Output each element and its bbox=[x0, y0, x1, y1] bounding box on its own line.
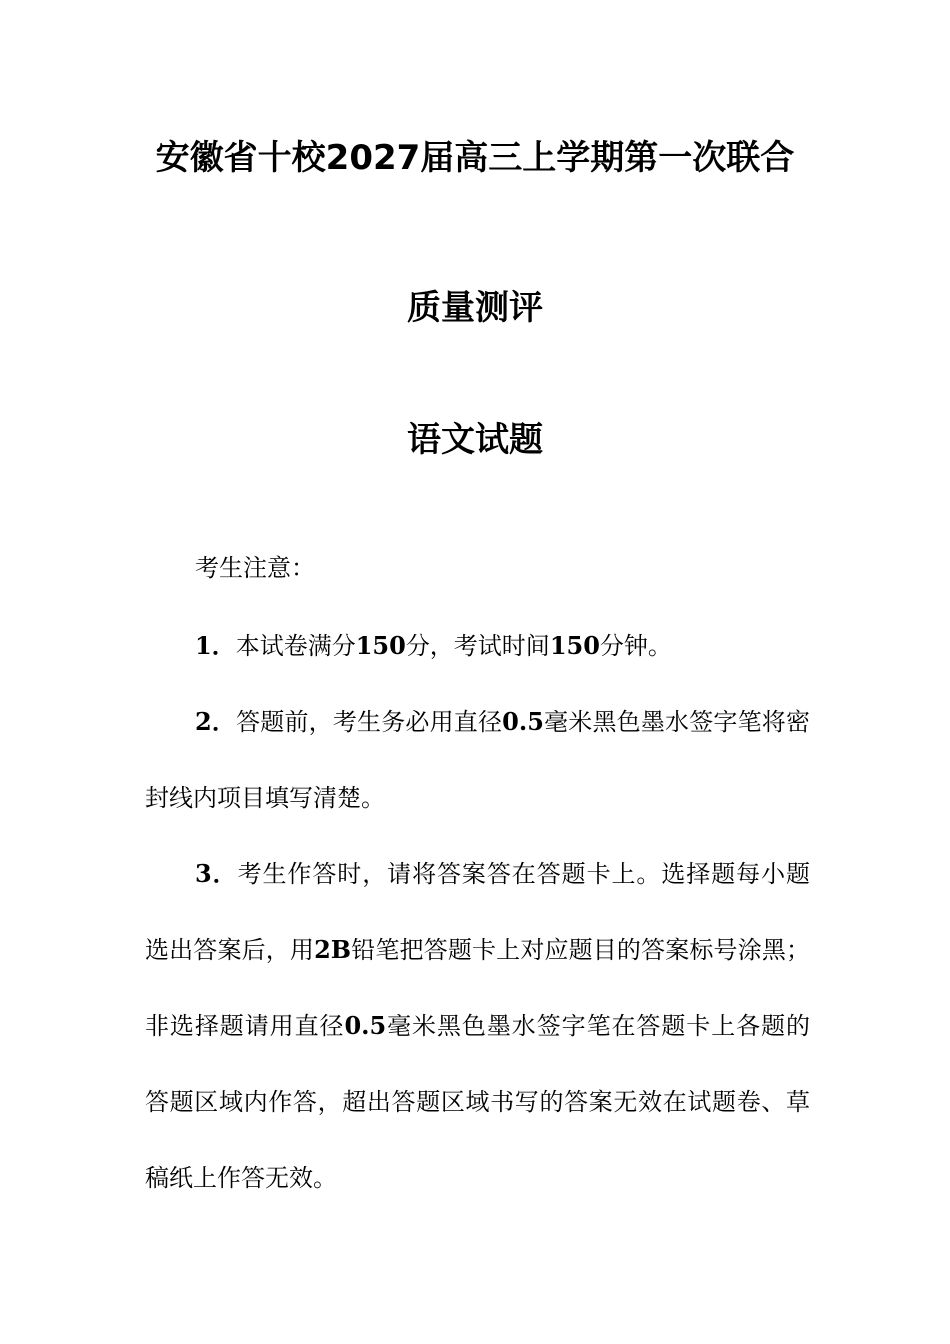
exam-title-line1: 安徽省十校2027届高三上学期第一次联合 bbox=[155, 138, 795, 178]
pen-size-value: 0.5 bbox=[502, 707, 544, 736]
notice-item-text: 毫米黑色墨水签字笔在答题卡上各题的答题区域内作答，超出答题区域书写的答案无效在试题卷、草稿纸上作答无效。 bbox=[145, 1012, 811, 1192]
notice-item-number: 2． bbox=[195, 707, 237, 736]
exam-subject-title: 语文试题 bbox=[407, 420, 543, 460]
notice-item-2 bbox=[145, 684, 810, 836]
pen-size-value: 0.5 bbox=[344, 1011, 387, 1040]
notice-item-text: 分，考试时间 bbox=[405, 632, 550, 660]
notice-item-text: 答题前，考生务必用直径 bbox=[236, 708, 503, 736]
notice-item-text: 分钟。 bbox=[599, 632, 672, 660]
notice-item-3 bbox=[145, 836, 810, 1216]
exam-title-line2: 质量测评 bbox=[407, 288, 543, 328]
pencil-grade-value: 2B bbox=[314, 935, 352, 964]
notice-item-text: 毫米黑色墨水签字笔将密封线内项目填写清楚。 bbox=[145, 708, 810, 812]
full-score-value: 150 bbox=[355, 631, 406, 660]
notice-item-number: 3． bbox=[195, 859, 238, 888]
exam-time-value: 150 bbox=[549, 631, 600, 660]
notice-item-1 bbox=[145, 608, 810, 684]
notice-item-text: 本试卷满分 bbox=[235, 632, 356, 660]
notice-heading: 考生注意： bbox=[195, 554, 315, 582]
notice-item-text: 铅笔把答题卡上对应题目的答案标号涂黑；非选择题请用直径 bbox=[145, 936, 811, 1040]
notice-item-number: 1． bbox=[195, 631, 236, 660]
notice-item-text: 考生作答时，请将答案答在答题卡上。选择题每小题选出答案后，用 bbox=[145, 860, 810, 964]
